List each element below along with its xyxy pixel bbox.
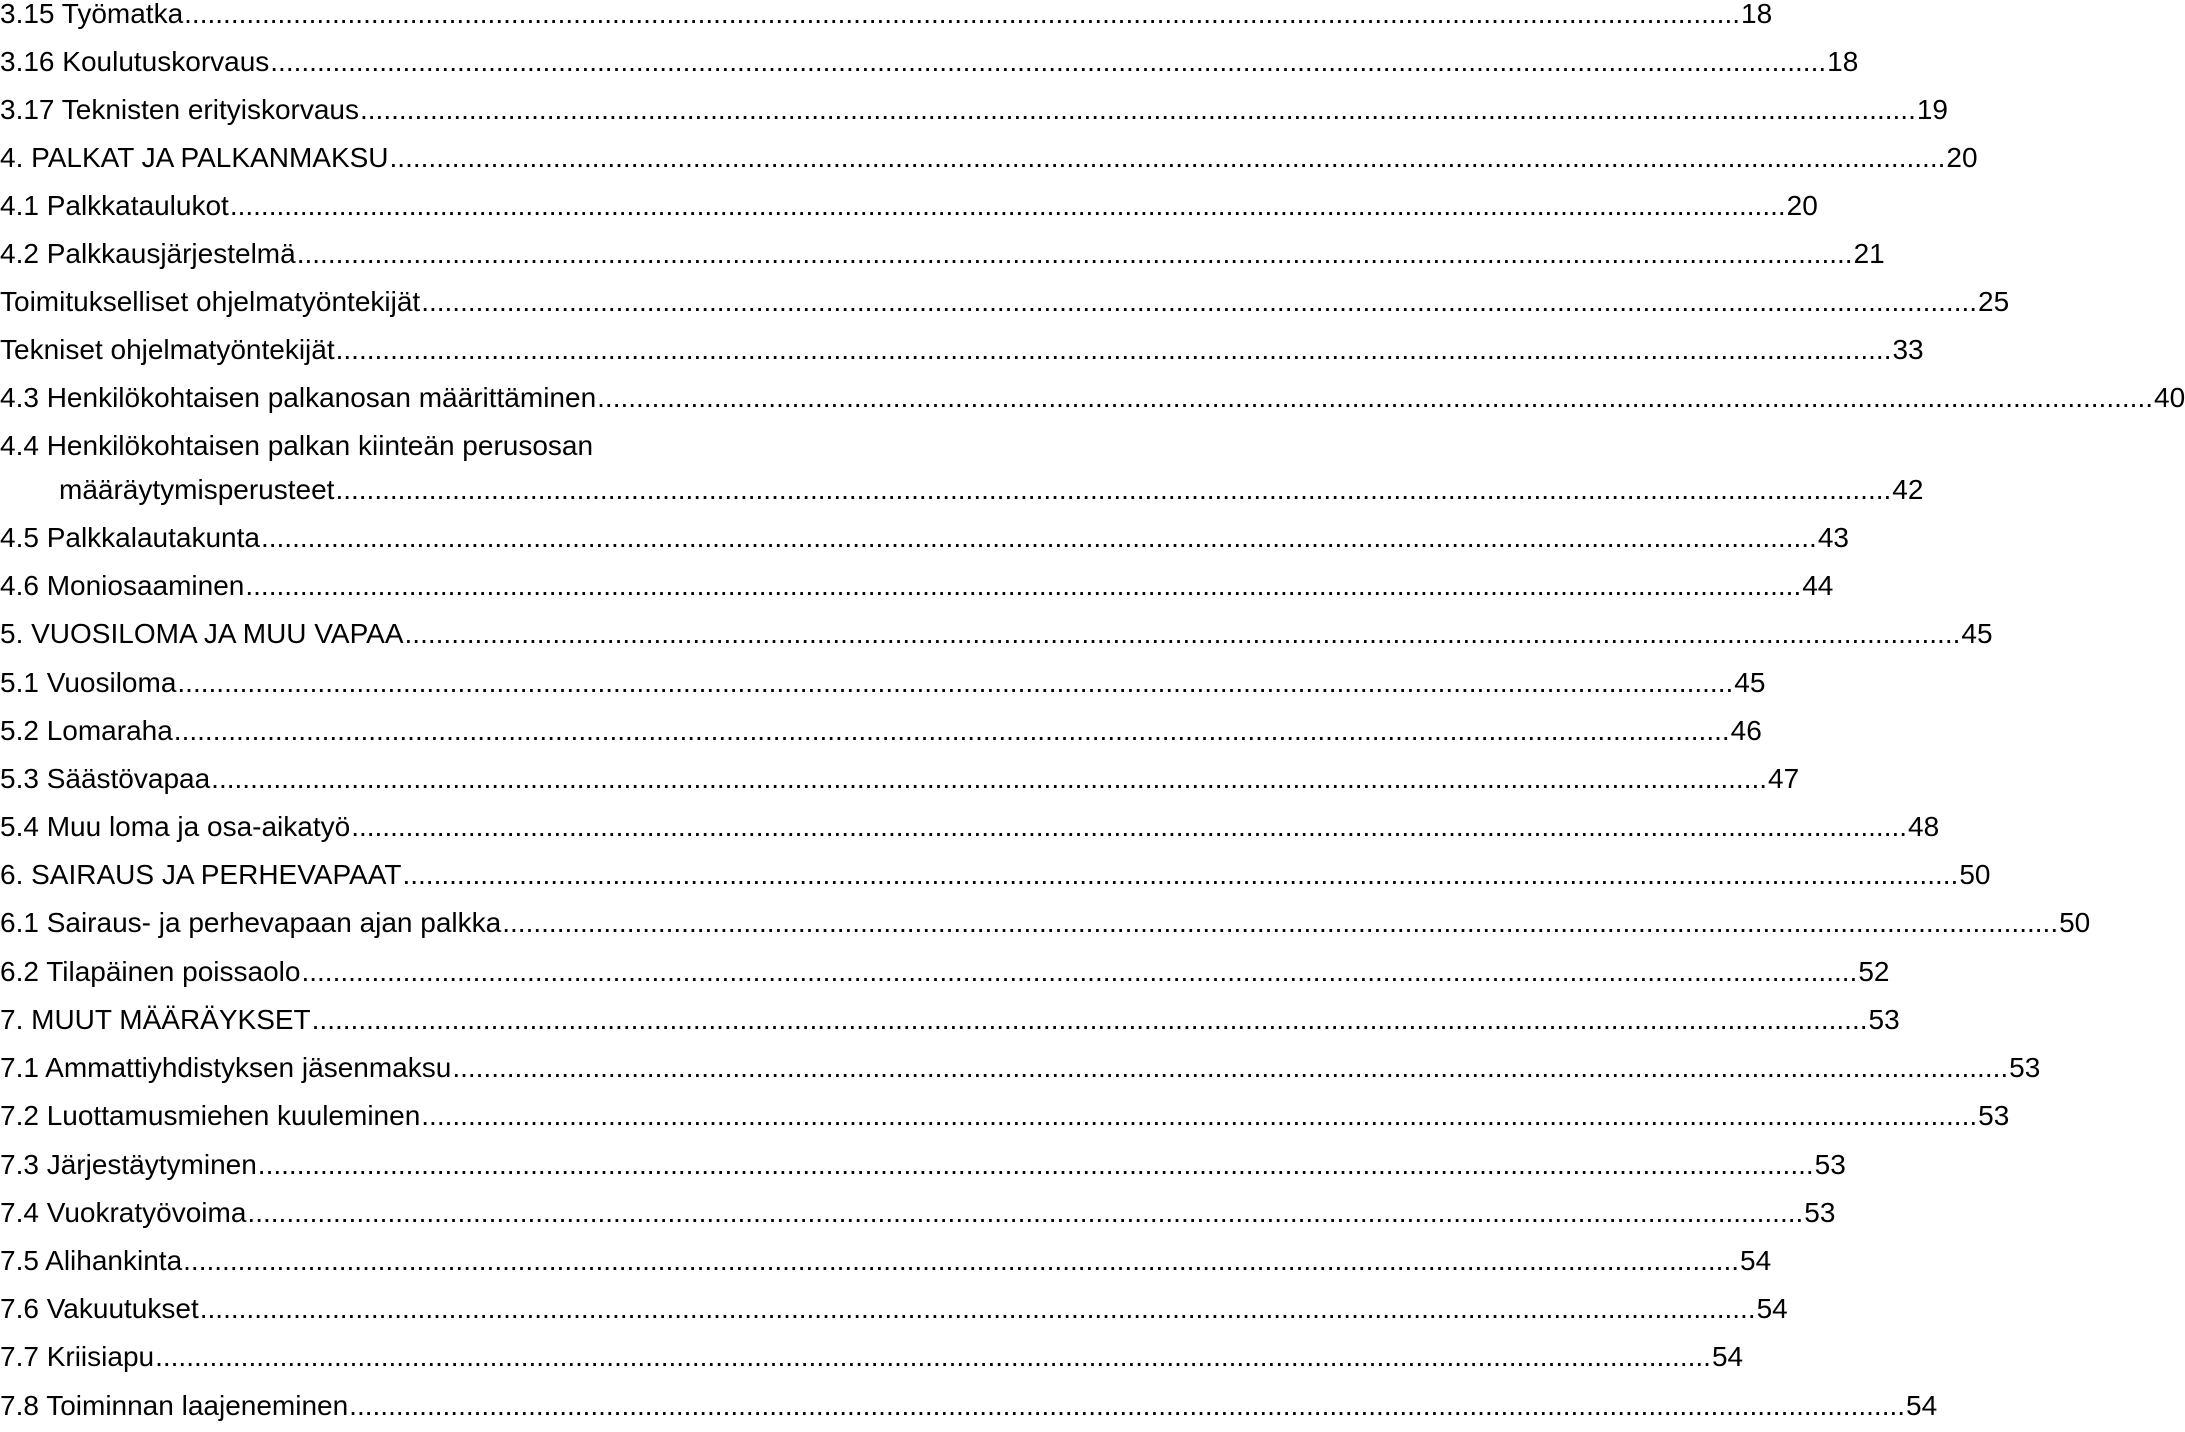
toc-entry[interactable] xyxy=(0,663,1766,703)
toc-leader-dots: ........................................................................................................................................................................................................ xyxy=(402,859,1959,890)
toc-entry-page: 40 xyxy=(2154,382,2185,413)
toc-entry[interactable] xyxy=(0,138,1978,178)
toc-entry[interactable] xyxy=(0,1241,1772,1281)
toc-entry-page: 18 xyxy=(1827,46,1859,77)
toc-entry-label: 7.1 Ammattiyhdistyksen jäsenmaksu xyxy=(0,1052,452,1083)
toc-entry-page: 21 xyxy=(1853,238,1885,269)
toc-entry-page: 44 xyxy=(1802,570,1834,601)
toc-entry-page: 50 xyxy=(1959,859,1991,890)
toc-leader-dots: ........................................................................................................................................................................................................ xyxy=(389,142,1946,173)
toc-entry[interactable] xyxy=(0,1096,2010,1136)
toc-entry-page: 53 xyxy=(1868,1004,1900,1035)
toc-entry-page: 54 xyxy=(1740,1245,1772,1276)
toc-leader-dots: ........................................................................................................................................................................................................ xyxy=(421,286,1978,317)
toc-leader-dots: ........................................................................................................................................................................................................ xyxy=(351,811,1908,842)
toc-entry-label: 4.3 Henkilökohtaisen palkanosan määrittäminen xyxy=(0,382,597,413)
toc-leader-dots: ........................................................................................................................................................................................................ xyxy=(173,715,1730,746)
toc-leader-dots: ........................................................................................................................................................................................................ xyxy=(301,956,1858,987)
toc-entry-label: 4. PALKAT JA PALKANMAKSU xyxy=(0,142,389,173)
toc-entry-label: 5. VUOSILOMA JA MUU VAPAA xyxy=(0,618,404,649)
toc-leader-dots: ........................................................................................................................................................................................................ xyxy=(335,334,1892,365)
toc-entry-label: 7.2 Luottamusmiehen kuuleminen xyxy=(0,1100,421,1131)
toc-entry-label: 7.3 Järjestäytyminen xyxy=(0,1149,257,1180)
toc-entry-page: 47 xyxy=(1768,763,1800,794)
toc-entry-label: 5.4 Muu loma ja osa-aikatyö xyxy=(0,811,351,842)
toc-leader-dots: ........................................................................................................................................................................................................ xyxy=(360,94,1916,125)
toc-entry-page: 19 xyxy=(1916,94,1949,125)
toc-entry[interactable] xyxy=(0,566,1834,606)
toc-entry-label: 4.1 Palkkataulukot xyxy=(0,190,229,221)
toc-entry-label: 7.4 Vuokratyövoima xyxy=(0,1197,247,1228)
toc-leader-dots: ........................................................................................................................................................................................................ xyxy=(257,1149,1814,1180)
toc-entry-page: 53 xyxy=(1978,1100,2010,1131)
toc-entry-label: 5.2 Lomaraha xyxy=(0,715,173,746)
toc-entry-label: Toimitukselliset ohjelmatyöntekijät xyxy=(0,286,421,317)
toc-entry[interactable] xyxy=(0,952,1890,992)
toc-leader-dots: ........................................................................................................................................................................................................ xyxy=(349,1390,1906,1421)
toc-leader-dots: ........................................................................................................................................................................................................ xyxy=(452,1052,2009,1083)
toc-entry[interactable] xyxy=(0,1000,1900,1040)
toc-entry[interactable] xyxy=(0,330,1924,370)
toc-entry-label: 7.8 Toiminnan laajeneminen xyxy=(0,1390,349,1421)
toc-entry-page: 46 xyxy=(1730,715,1762,746)
toc-entry-page: 53 xyxy=(1804,1197,1836,1228)
toc-leader-dots: ........................................................................................................................................................................................................ xyxy=(247,1197,1804,1228)
toc-entry-page: 48 xyxy=(1908,811,1940,842)
toc-entry[interactable] xyxy=(0,234,1885,274)
toc-entry[interactable] xyxy=(0,1386,1938,1426)
toc-entry-page: 25 xyxy=(1978,286,2010,317)
toc-entry-label: 6.1 Sairaus- ja perhevapaan ajan palkka xyxy=(0,907,502,938)
toc-entry-label: 5.1 Vuosiloma xyxy=(0,667,177,698)
toc-entry-label: 4.2 Palkkausjärjestelmä xyxy=(0,238,296,269)
toc-entry[interactable] xyxy=(0,1289,1788,1329)
toc-entry[interactable] xyxy=(0,1337,1744,1377)
toc-leader-dots: ........................................................................................................................................................................................................ xyxy=(421,1100,1978,1131)
toc-leader-dots: ........................................................................................................................................................................................................ xyxy=(229,190,1786,221)
toc-leader-dots: ........................................................................................................................................................................................................ xyxy=(211,763,1768,794)
toc-entry-label: 3.17 Teknisten erityiskorvaus xyxy=(0,94,359,125)
toc-leader-dots: ........................................................................................................................................................................................................ xyxy=(177,667,1734,698)
toc-leader-dots: ........................................................................................................................................................................................................ xyxy=(296,238,1853,269)
toc-entry-label: 3.16 Koulutuskorvaus xyxy=(0,46,270,77)
toc-entry[interactable] xyxy=(0,42,1859,82)
toc-entry[interactable] xyxy=(0,903,2091,943)
toc-leader-dots: ........................................................................................................................................................................................................ xyxy=(260,522,1817,553)
toc-leader-dots: ........................................................................................................................................................................................................ xyxy=(245,570,1802,601)
toc-entry-page: 54 xyxy=(1906,1390,1938,1421)
toc-entry-label: 7.6 Vakuutukset xyxy=(0,1293,199,1324)
toc-entry[interactable] xyxy=(0,1193,1836,1233)
toc-leader-dots: ........................................................................................................................................................................................................ xyxy=(404,618,1961,649)
toc-entry[interactable] xyxy=(0,759,1800,799)
toc-entry[interactable] xyxy=(0,1145,1846,1185)
toc-leader-dots: ........................................................................................................................................................................................................ xyxy=(335,474,1892,505)
toc-leader-dots: ........................................................................................................................................................................................................ xyxy=(183,1245,1739,1276)
toc-entry-label: 6. SAIRAUS JA PERHEVAPAAT xyxy=(0,859,402,890)
toc-entry-label: 7. MUUT MÄÄRÄYKSET xyxy=(0,1004,311,1035)
toc-entry[interactable] xyxy=(0,1048,2041,1088)
toc-entry-label: 4.6 Moniosaaminen xyxy=(0,570,245,601)
toc-entry-label: 4.5 Palkkalautakunta xyxy=(0,522,260,553)
toc-entry[interactable] xyxy=(0,614,1993,654)
toc-entry-label: 7.7 Kriisiapu xyxy=(0,1341,155,1372)
toc-leader-dots: ........................................................................................................................................................................................................ xyxy=(502,907,2059,938)
toc-entry-page: 43 xyxy=(1817,522,1849,553)
toc-entry[interactable] xyxy=(0,282,2010,322)
toc-entry-label: Tekniset ohjelmatyöntekijät xyxy=(0,334,335,365)
toc-entry-page: 52 xyxy=(1858,956,1890,987)
toc-entry-page: 45 xyxy=(1734,667,1766,698)
toc-entry-label: 7.5 Alihankinta xyxy=(0,1245,183,1276)
toc-entry-label: 6.2 Tilapäinen poissaolo xyxy=(0,956,301,987)
toc-entry-page: 54 xyxy=(1756,1293,1788,1324)
toc-leader-dots: ........................................................................................................................................................................................................ xyxy=(184,0,1741,29)
toc-entry-label: määräytymisperusteet xyxy=(59,474,335,505)
toc-entry-page: 18 xyxy=(1741,0,1773,29)
toc-entry[interactable] xyxy=(0,0,1773,34)
toc-entry-page: 45 xyxy=(1961,618,1993,649)
toc-entry[interactable] xyxy=(0,807,1940,847)
toc-entry-page: 42 xyxy=(1892,474,1924,505)
toc-leader-dots: ........................................................................................................................................................................................................ xyxy=(270,46,1827,77)
toc-entry[interactable] xyxy=(0,855,1991,895)
toc-leader-dots: ........................................................................................................................................................................................................ xyxy=(311,1004,1868,1035)
toc-entry-page: 50 xyxy=(2059,907,2091,938)
toc-entry-label: 5.3 Säästövapaa xyxy=(0,763,211,794)
toc-entry-label: 3.15 Työmatka xyxy=(0,0,184,29)
toc-leader-dots: ........................................................................................................................................................................................................ xyxy=(199,1293,1756,1324)
toc-entry-label: 4.4 Henkilökohtaisen palkan kiinteän perusosan xyxy=(0,430,594,461)
toc-entry[interactable] xyxy=(0,378,2185,418)
toc-entry-page: 33 xyxy=(1892,334,1924,365)
toc-leader-dots: ........................................................................................................................................................................................................ xyxy=(155,1341,1711,1372)
toc-entry-page: 53 xyxy=(1814,1149,1846,1180)
toc-entry[interactable] xyxy=(0,426,962,466)
toc-leader-dots: ........................................................................................................................................................................................................ xyxy=(597,382,2153,413)
toc-entry[interactable] xyxy=(0,711,1762,751)
toc-entry[interactable] xyxy=(0,90,1949,130)
toc-entry-continuation[interactable] xyxy=(59,470,1924,510)
toc-entry[interactable] xyxy=(0,518,1849,558)
toc-entry-page: 53 xyxy=(2009,1052,2041,1083)
toc-entry[interactable] xyxy=(0,186,1818,226)
toc-entry-page: 54 xyxy=(1711,1341,1744,1372)
toc-entry-page: 20 xyxy=(1946,142,1978,173)
toc-entry-page: 20 xyxy=(1786,190,1818,221)
